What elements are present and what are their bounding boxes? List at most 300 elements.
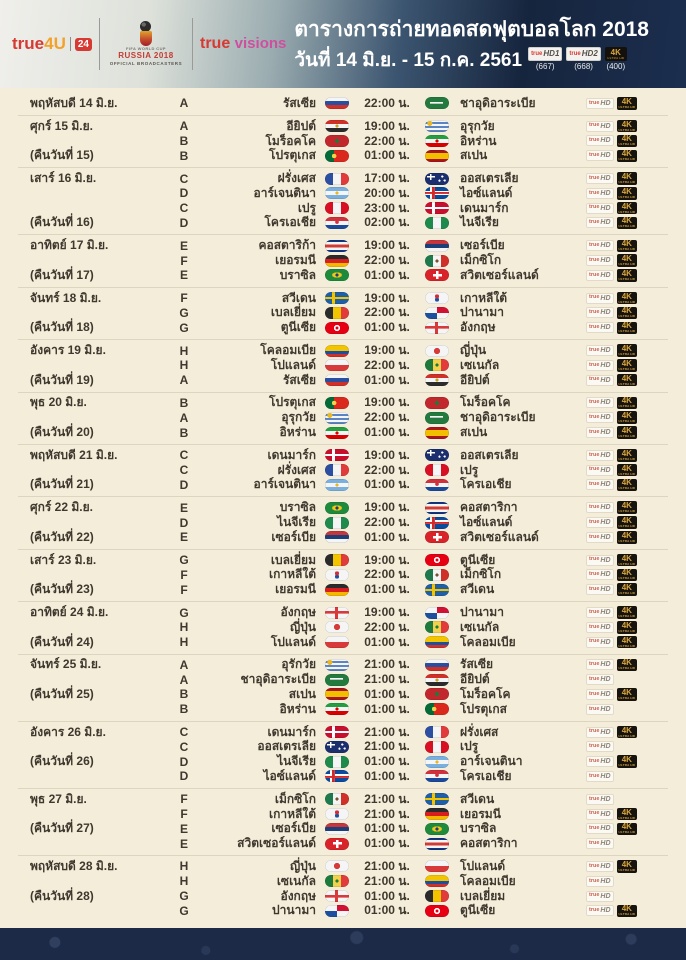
away-flag-wrap	[416, 449, 458, 461]
uhd-4k-channel-badge	[605, 47, 627, 61]
away-flag-icon	[425, 412, 449, 424]
home-flag-wrap	[316, 97, 358, 109]
uhd-badge-sub: ULTRA HD	[618, 381, 636, 386]
away-flag-wrap	[416, 584, 458, 596]
hd-badge-brand: true	[589, 122, 600, 129]
home-flag-icon	[325, 875, 349, 887]
match-time: 01:00 น.	[364, 754, 410, 769]
away-flag-icon	[425, 202, 449, 214]
hd-badge-brand: true	[589, 204, 600, 211]
home-team: อังกฤษ	[280, 605, 316, 620]
fifa-worldcup-logo	[107, 21, 185, 67]
group-cell: F	[180, 582, 188, 597]
hd-badge-brand: true	[589, 309, 600, 316]
channel-badges	[580, 97, 668, 110]
home-flag-wrap	[316, 135, 358, 147]
uhd-badge-sub: ULTRA HD	[618, 180, 636, 185]
home-flag-wrap	[316, 269, 358, 281]
away-flag-icon	[425, 808, 449, 820]
away-flag-wrap	[416, 741, 458, 753]
away-team: ไอซ์แลนด์	[460, 185, 513, 200]
home-flag-wrap	[316, 554, 358, 566]
day-block	[18, 655, 668, 722]
true-hd-badge	[586, 861, 614, 872]
true-hd-badge	[586, 240, 614, 251]
hd-badge-brand: true	[589, 623, 600, 630]
channel-badges	[580, 426, 668, 439]
hd-badge-brand: true	[589, 705, 600, 712]
match-time: 01:00 น.	[364, 267, 410, 282]
away-team: บราซิล	[460, 821, 497, 836]
home-flag-icon	[325, 120, 349, 132]
away-team: โครเอเชีย	[460, 768, 512, 783]
channel-badges	[580, 726, 668, 739]
group-cell: C	[179, 171, 189, 186]
away-team: คอสตาริกา	[460, 500, 518, 515]
away-team: อียิปต์	[460, 372, 490, 387]
uhd-badge-label: 4K	[621, 172, 632, 182]
home-flag-wrap	[316, 479, 358, 491]
hd-badge-label: HD	[600, 638, 611, 646]
channel-badges	[580, 636, 668, 649]
channel-badges	[580, 516, 668, 529]
match-time: 19:00 น.	[364, 238, 410, 253]
match-time: 01:00 น.	[364, 687, 410, 701]
home-flag-wrap	[316, 240, 358, 252]
true-hd-badge	[586, 121, 614, 132]
away-flag-wrap	[416, 554, 458, 566]
hd-badge-brand: true	[589, 174, 600, 181]
hd-badge-label: HD	[600, 810, 611, 818]
channel-badges	[580, 307, 668, 320]
true-hd-badge	[586, 217, 614, 228]
uhd-badge-sub: ULTRA HD	[618, 299, 636, 304]
away-team: ชาอุดิอาระเบีย	[460, 410, 536, 425]
hd-badge-brand: true	[589, 608, 600, 615]
match-time: 01:00 น.	[364, 701, 410, 716]
uhd-4k-badge	[617, 344, 638, 357]
home-team: ญี่ปุ่น	[289, 858, 316, 873]
hd-badge-label: HD	[600, 294, 611, 302]
group-cell: A	[179, 373, 189, 388]
hd-badge-brand: true	[589, 810, 600, 817]
uhd-badge-sub: ULTRA HD	[618, 733, 636, 738]
uhd-4k-badge	[617, 688, 638, 701]
date-cell: เสาร์ 16 มิ.ย.	[30, 171, 97, 186]
true-hd-badge	[586, 809, 614, 820]
group-cell: C	[179, 448, 189, 463]
group-cell: H	[179, 343, 189, 358]
away-flag-wrap	[416, 479, 458, 491]
home-team: เบลเยี่ยม	[270, 305, 316, 320]
uhd-4k-badge	[617, 135, 638, 148]
home-flag-icon	[325, 584, 349, 596]
group-cell: D	[179, 769, 189, 784]
match-time: 01:00 น.	[364, 372, 410, 387]
uhd-badge-sub: ULTRA HD	[618, 561, 636, 566]
away-flag-wrap	[416, 875, 458, 887]
home-flag-icon	[325, 890, 349, 902]
date-cell: จันทร์ 25 มิ.ย.	[30, 657, 102, 672]
match-row	[18, 530, 668, 545]
away-flag-icon	[425, 173, 449, 185]
home-team: เกาหลีใต้	[268, 806, 316, 821]
hd-badge-label: HD	[600, 892, 611, 900]
uhd-badge-label: 4K	[621, 635, 632, 645]
night-note-cell: (คืนวันที่ 24)	[30, 634, 94, 649]
subtitle-row	[294, 45, 676, 75]
channel-badges	[580, 741, 668, 752]
true-hd-badge	[586, 584, 614, 595]
channel-badges	[580, 411, 668, 424]
channel-badges	[580, 674, 668, 685]
group-cell: B	[179, 702, 189, 717]
uhd-badge-sub: ULTRA HD	[618, 104, 636, 109]
away-flag-icon	[425, 359, 449, 371]
channel-badges	[580, 905, 668, 918]
uhd-4k-badge	[617, 292, 638, 305]
match-time: 19:00 น.	[364, 343, 410, 358]
group-cell: D	[179, 515, 189, 530]
true-hd-badge	[586, 622, 614, 633]
uhd-badge-sub: ULTRA HD	[618, 434, 636, 439]
uhd-badge-sub: ULTRA HD	[618, 142, 636, 147]
away-team: โปแลนด์	[460, 858, 506, 873]
home-team: อุรุกวัย	[281, 410, 316, 425]
channel-badges	[580, 172, 668, 185]
away-team: โคลอมเบีย	[460, 634, 516, 649]
uhd-4k-badge	[617, 397, 638, 410]
away-flag-wrap	[416, 770, 458, 782]
away-flag-icon	[425, 427, 449, 439]
true-hd-badge	[586, 345, 614, 356]
away-flag-icon	[425, 569, 449, 581]
away-team: อังกฤษ	[460, 320, 496, 335]
away-flag-wrap	[416, 531, 458, 543]
uhd-4k-badge	[617, 359, 638, 372]
match-row	[18, 582, 668, 597]
home-flag-icon	[325, 359, 349, 371]
hd-badge-label: HD	[600, 175, 611, 183]
channel-badges	[580, 569, 668, 582]
away-flag-wrap	[416, 860, 458, 872]
true-hd-badge	[586, 293, 614, 304]
hd-badge-brand: true	[589, 481, 600, 488]
home-flag-icon	[325, 269, 349, 281]
home-flag-wrap	[316, 202, 358, 214]
group-cell: E	[179, 268, 188, 283]
away-flag-icon	[425, 688, 449, 700]
uhd-badge-label: 4K	[621, 216, 632, 226]
group-cell: E	[179, 836, 188, 851]
uhd-badge-sub: ULTRA HD	[618, 157, 636, 162]
channel-badges	[580, 120, 668, 133]
home-team: เซอร์เบีย	[271, 529, 316, 544]
home-flag-icon	[325, 240, 349, 252]
hd-badge-label: HD	[600, 414, 611, 422]
uhd-4k-badge	[617, 659, 638, 672]
away-team: สเปน	[460, 148, 488, 163]
group-cell: H	[179, 635, 189, 650]
home-flag-icon	[325, 838, 349, 850]
home-flag-icon	[325, 397, 349, 409]
uhd-badge-sub: ULTRA HD	[618, 509, 636, 514]
header-channel-list	[528, 45, 627, 71]
away-flag-icon	[425, 554, 449, 566]
away-flag-icon	[425, 135, 449, 147]
match-time: 17:00 น.	[364, 171, 410, 186]
header-channel	[566, 47, 600, 71]
match-row	[18, 96, 668, 111]
home-team: ฝรั่งเศส	[277, 462, 316, 477]
group-cell: H	[179, 620, 189, 635]
hd-badge-label: HD1	[543, 49, 560, 59]
header-title-block	[286, 13, 686, 75]
away-flag-wrap	[416, 374, 458, 386]
home-flag-icon	[325, 793, 349, 805]
match-time: 01:00 น.	[364, 836, 410, 851]
uhd-4k-badge	[617, 823, 638, 836]
home-team: โปรตุเกส	[269, 148, 316, 163]
home-flag-wrap	[316, 412, 358, 424]
group-cell: C	[179, 739, 189, 754]
channel-badges	[580, 891, 668, 902]
hd-badge-brand: true	[589, 892, 600, 899]
date-cell: ศุกร์ 22 มิ.ย.	[30, 500, 93, 515]
hd-badge-brand: true	[531, 51, 543, 58]
hd-badge-brand: true	[589, 466, 600, 473]
hd-badge-brand: true	[589, 294, 600, 301]
uhd-badge-sub: ULTRA HD	[618, 643, 636, 648]
true-hd-channel-badge	[528, 47, 562, 61]
away-team: คอสตาริกา	[460, 836, 518, 851]
away-team: ออสเตรเลีย	[460, 447, 519, 462]
channel-badges	[580, 254, 668, 267]
uhd-4k-badge	[617, 202, 638, 215]
home-team: โปแลนด์	[270, 634, 316, 649]
group-cell: A	[179, 657, 189, 672]
uhd-badge-sub: ULTRA HD	[618, 666, 636, 671]
away-team: โมร็อคโค	[460, 395, 511, 410]
group-cell: A	[179, 96, 189, 111]
home-team: โคลอมเบีย	[260, 343, 316, 358]
away-team: โปรตุเกส	[460, 701, 507, 716]
uhd-badge-sub: ULTRA HD	[618, 524, 636, 529]
home-flag-wrap	[316, 905, 358, 917]
match-time: 19:00 น.	[364, 447, 410, 462]
hd-badge-brand: true	[589, 99, 600, 106]
uhd-badge-label: 4K	[610, 47, 621, 57]
away-team: ฝรั่งเศส	[460, 724, 499, 739]
uhd-badge-label: 4K	[621, 463, 632, 473]
home-flag-icon	[325, 607, 349, 619]
true-hd-badge	[586, 555, 614, 566]
hd-badge-brand: true	[589, 361, 600, 368]
logo-divider	[99, 18, 100, 70]
away-team: เดนมาร์ก	[460, 200, 509, 215]
worldcup-russia-label: RUSSIA 2018	[118, 51, 174, 61]
channel-badges	[580, 202, 668, 215]
group-cell: E	[179, 500, 188, 515]
away-flag-icon	[425, 621, 449, 633]
uhd-4k-badge	[617, 501, 638, 514]
date-range: วันที่ 14 มิ.ย. - 15 ก.ค. 2561	[294, 50, 523, 72]
home-flag-icon	[325, 636, 349, 648]
channel-number: (667)	[535, 62, 555, 72]
page-title: ตารางการถ่ายทอดสดฟุตบอลโลก 2018	[294, 17, 649, 41]
away-team: เซอร์เบีย	[460, 238, 505, 253]
uhd-4k-badge	[617, 464, 638, 477]
hd-badge-label: HD	[600, 257, 611, 265]
match-time: 19:00 น.	[364, 290, 410, 305]
true-hd-badge	[586, 905, 614, 916]
home-flag-wrap	[316, 674, 358, 686]
night-note-cell: (คืนวันที่ 28)	[30, 888, 94, 903]
group-cell: H	[179, 874, 189, 889]
true-hd-badge	[586, 375, 614, 386]
away-flag-icon	[425, 674, 449, 686]
home-flag-icon	[325, 531, 349, 543]
date-cell: พฤหัสบดี 21 มิ.ย.	[30, 447, 118, 462]
uhd-badge-label: 4K	[621, 583, 632, 593]
uhd-badge-sub: ULTRA HD	[618, 695, 636, 700]
match-row	[18, 373, 668, 388]
hd-badge-label: HD	[600, 451, 611, 459]
away-flag-wrap	[416, 135, 458, 147]
home-flag-icon	[325, 674, 349, 686]
group-cell: H	[179, 358, 189, 373]
group-cell: B	[179, 395, 189, 410]
group-cell: A	[179, 672, 189, 687]
hd-badge-label: HD	[600, 743, 611, 751]
match-time: 21:00 น.	[364, 791, 410, 806]
uhd-badge-sub: ULTRA HD	[618, 763, 636, 768]
uhd-4k-badge	[617, 240, 638, 253]
home-flag-wrap	[316, 345, 358, 357]
hd-badge-label: HD	[600, 877, 611, 885]
away-flag-icon	[425, 187, 449, 199]
uhd-badge-sub: ULTRA HD	[618, 262, 636, 267]
away-team: ปานามา	[460, 305, 504, 320]
home-flag-icon	[325, 741, 349, 753]
night-note-cell: (คืนวันที่ 17)	[30, 267, 94, 282]
home-team: เปรู	[297, 200, 316, 215]
channel-badges	[580, 771, 668, 782]
hd-badge-brand: true	[589, 137, 600, 144]
away-flag-icon	[425, 517, 449, 529]
home-flag-icon	[325, 808, 349, 820]
home-team: อียิปต์	[286, 118, 316, 133]
away-flag-wrap	[416, 187, 458, 199]
match-time: 23:00 น.	[364, 200, 410, 215]
channel-badges	[580, 479, 668, 492]
uhd-4k-badge	[617, 569, 638, 582]
away-flag-icon	[425, 322, 449, 334]
match-time: 01:00 น.	[364, 425, 410, 440]
uhd-badge-label: 4K	[621, 344, 632, 354]
group-cell: E	[179, 530, 188, 545]
match-time: 01:00 น.	[364, 888, 410, 903]
group-cell: E	[179, 821, 188, 836]
channel-badges	[580, 531, 668, 544]
hd-badge-label: HD	[600, 795, 611, 803]
hd-badge-label: HD	[600, 661, 611, 669]
uhd-4k-badge	[617, 411, 638, 424]
home-team: เดนมาร์ก	[267, 724, 316, 739]
truevisions-logo	[200, 35, 286, 53]
true-hd-badge	[586, 465, 614, 476]
away-team: เยอรมนี	[460, 806, 501, 821]
home-flag-wrap	[316, 808, 358, 820]
away-flag-icon	[425, 269, 449, 281]
away-team: อิหร่าน	[460, 133, 497, 148]
uhd-badge-sub: ULTRA HD	[618, 419, 636, 424]
away-flag-icon	[425, 726, 449, 738]
channel-badges	[580, 269, 668, 282]
channel-badges	[580, 755, 668, 768]
uhd-4k-badge	[617, 269, 638, 282]
match-time: 22:00 น.	[364, 567, 410, 582]
true-hd-badge	[586, 838, 614, 849]
true-hd-badge	[586, 203, 614, 214]
day-block	[18, 340, 668, 392]
channel-badges	[580, 688, 668, 701]
away-flag-wrap	[416, 502, 458, 514]
date-cell: จันทร์ 18 มิ.ย.	[30, 290, 102, 305]
true-hd-badge	[586, 741, 614, 752]
match-time: 19:00 น.	[364, 552, 410, 567]
match-row	[18, 268, 668, 283]
away-flag-icon	[425, 531, 449, 543]
match-time: 22:00 น.	[364, 619, 410, 634]
hd-badge-brand: true	[589, 399, 600, 406]
away-flag-wrap	[416, 412, 458, 424]
hd-badge-brand: true	[589, 585, 600, 592]
group-cell: G	[179, 305, 189, 320]
uhd-badge-label: 4K	[621, 254, 632, 264]
uhd-badge-label: 4K	[621, 568, 632, 578]
schedule-table	[0, 88, 686, 928]
uhd-4k-badge	[617, 172, 638, 185]
night-note-cell: (คืนวันที่ 16)	[30, 215, 94, 230]
true-hd-badge	[586, 689, 614, 700]
away-flag-icon	[425, 345, 449, 357]
uhd-4k-badge	[617, 322, 638, 335]
hd-badge-brand: true	[589, 757, 600, 764]
official-broadcasters-label: OFFICIAL BROADCASTERS	[109, 61, 183, 67]
match-time: 21:00 น.	[364, 739, 410, 754]
away-flag-icon	[425, 875, 449, 887]
truevisions-brand-true: true	[199, 35, 231, 52]
hd-badge-brand: true	[589, 533, 600, 540]
home-flag-icon	[325, 97, 349, 109]
match-row	[18, 320, 668, 335]
match-time: 01:00 น.	[364, 634, 410, 649]
home-team: ปานามา	[272, 903, 316, 918]
uhd-badge-sub: ULTRA HD	[618, 912, 636, 917]
channel-badges	[580, 621, 668, 634]
hd-badge-label: HD	[600, 705, 611, 713]
home-flag-wrap	[316, 636, 358, 648]
away-team: สเปน	[460, 425, 488, 440]
match-time: 01:00 น.	[364, 903, 410, 918]
home-team: ไอซ์แลนด์	[263, 768, 316, 783]
away-team: ชาอุดิอาระเบีย	[460, 95, 536, 110]
home-team: บราซิล	[279, 267, 316, 282]
home-flag-icon	[325, 517, 349, 529]
uhd-badge-sub: ULTRA HD	[607, 55, 625, 60]
uhd-badge-label: 4K	[621, 201, 632, 211]
